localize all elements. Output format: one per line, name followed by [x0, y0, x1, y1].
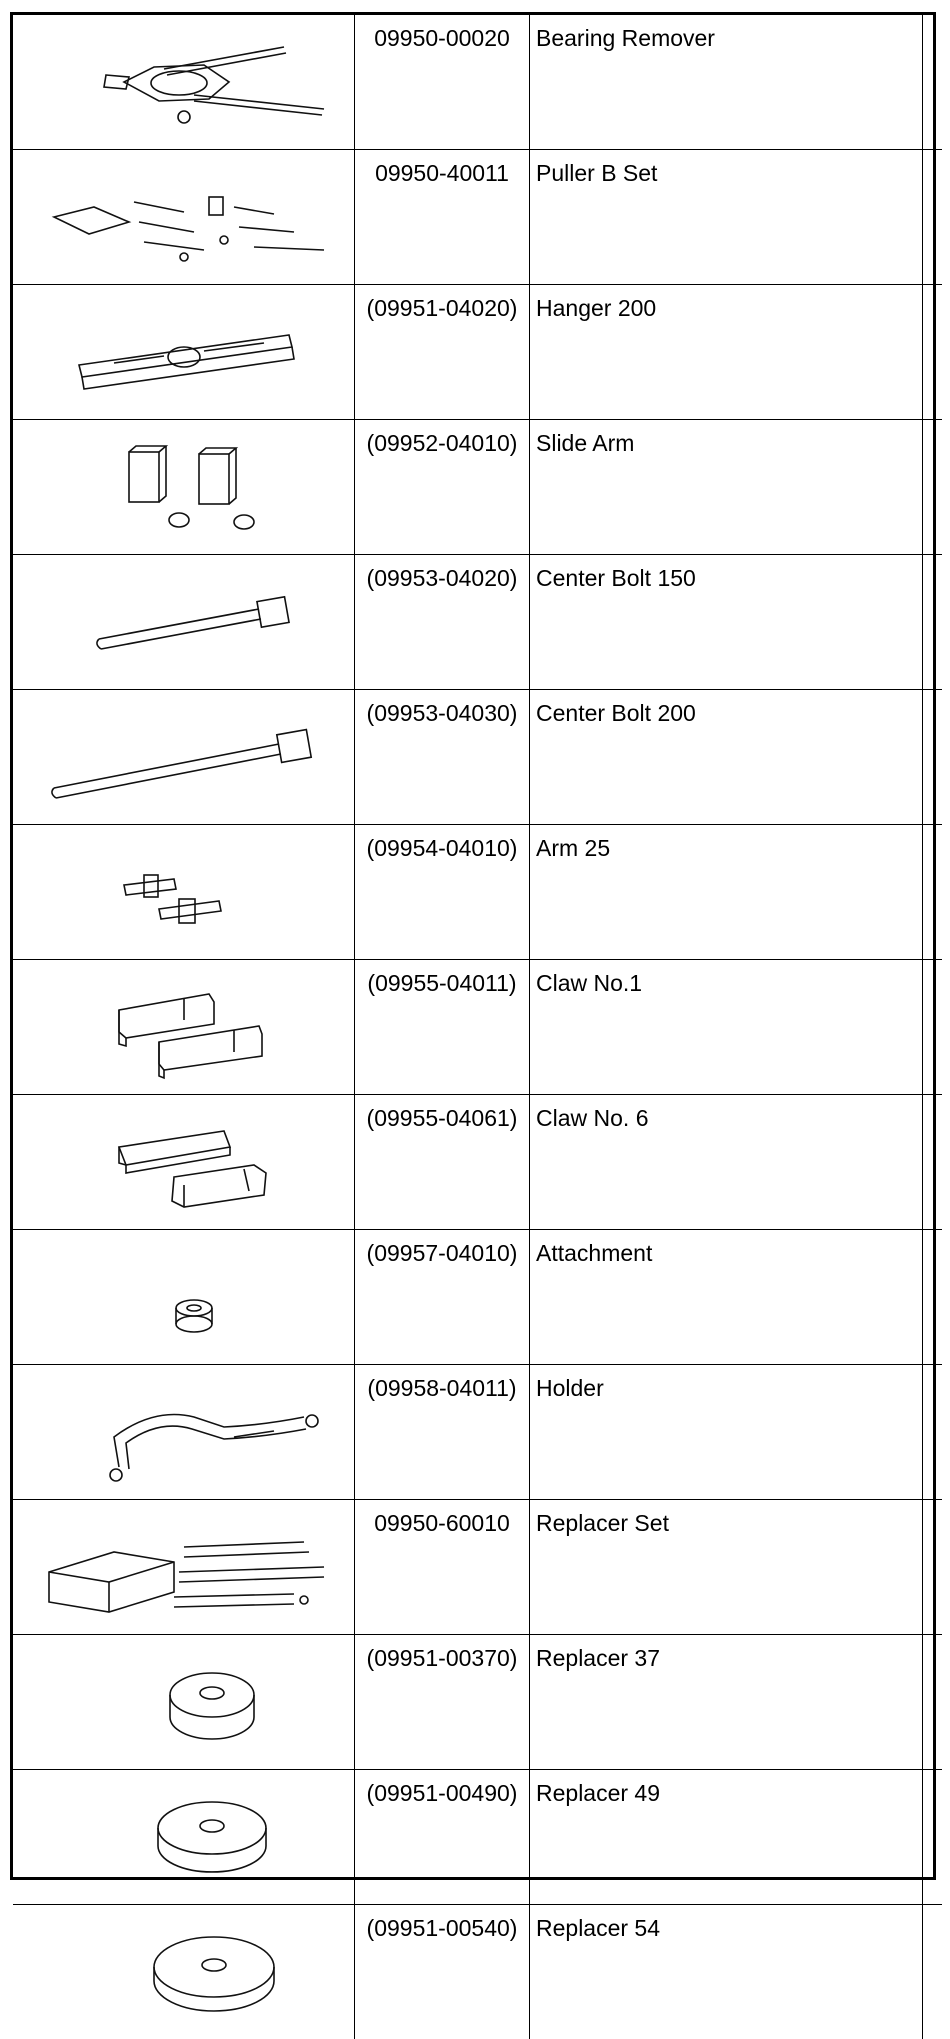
table-row	[13, 555, 942, 690]
table-row	[13, 420, 942, 555]
empty-cell	[923, 1770, 943, 1905]
part-number: 09950-00020	[355, 15, 530, 150]
claw-icon	[34, 972, 334, 1082]
tool-illustration-cell	[13, 555, 355, 690]
tool-name: Hanger 200	[530, 285, 923, 420]
tool-illustration-cell	[13, 420, 355, 555]
tool-name: Claw No. 6	[530, 1095, 923, 1230]
part-number: (09958-04011)	[355, 1365, 530, 1500]
table-row	[13, 1500, 942, 1635]
part-number: 09950-60010	[355, 1500, 530, 1635]
tool-name: Replacer Set	[530, 1500, 923, 1635]
tool-name: Replacer 49	[530, 1770, 923, 1905]
table-row	[13, 1365, 942, 1500]
empty-cell	[923, 420, 943, 555]
empty-cell	[923, 555, 943, 690]
empty-cell	[923, 15, 943, 150]
slide-arm-icon	[34, 432, 334, 542]
part-number: (09955-04061)	[355, 1095, 530, 1230]
replacer-disc-large-icon	[34, 1917, 334, 2027]
tool-illustration-cell	[13, 1770, 355, 1905]
tool-illustration-cell	[13, 1095, 355, 1230]
table-row	[13, 1095, 942, 1230]
replacer-set-icon	[34, 1512, 334, 1622]
part-number: (09951-00540)	[355, 1905, 530, 2039]
attachment-icon	[34, 1242, 334, 1352]
hanger-icon	[34, 297, 334, 407]
tool-illustration-cell	[13, 1365, 355, 1500]
part-number: (09953-04020)	[355, 555, 530, 690]
tool-name: Slide Arm	[530, 420, 923, 555]
table-row	[13, 960, 942, 1095]
tool-name: Claw No.1	[530, 960, 923, 1095]
empty-cell	[923, 1230, 943, 1365]
tool-illustration-cell	[13, 1905, 355, 2039]
special-tools-sheet	[10, 12, 936, 1880]
replacer-disc-medium-icon	[34, 1782, 334, 1892]
tool-illustration-cell	[13, 150, 355, 285]
tool-illustration-cell	[13, 825, 355, 960]
tool-illustration-cell	[13, 1635, 355, 1770]
empty-cell	[923, 285, 943, 420]
part-number: (09955-04011)	[355, 960, 530, 1095]
tool-name: Holder	[530, 1365, 923, 1500]
part-number: 09950-40011	[355, 150, 530, 285]
table-row	[13, 1635, 942, 1770]
empty-cell	[923, 1095, 943, 1230]
arm-icon	[34, 837, 334, 947]
empty-cell	[923, 1905, 943, 2039]
holder-icon	[34, 1377, 334, 1487]
part-number: (09952-04010)	[355, 420, 530, 555]
table-row	[13, 825, 942, 960]
claw-hook-icon	[34, 1107, 334, 1217]
tool-name: Bearing Remover	[530, 15, 923, 150]
part-number: (09951-00370)	[355, 1635, 530, 1770]
empty-cell	[923, 150, 943, 285]
part-number: (09951-00490)	[355, 1770, 530, 1905]
empty-cell	[923, 1365, 943, 1500]
tool-name: Replacer 37	[530, 1635, 923, 1770]
part-number: (09954-04010)	[355, 825, 530, 960]
part-number: (09957-04010)	[355, 1230, 530, 1365]
empty-cell	[923, 1500, 943, 1635]
empty-cell	[923, 825, 943, 960]
table-row	[13, 1905, 942, 2039]
tool-illustration-cell	[13, 15, 355, 150]
empty-cell	[923, 690, 943, 825]
part-number: (09953-04030)	[355, 690, 530, 825]
tool-name: Puller B Set	[530, 150, 923, 285]
table-row	[13, 150, 942, 285]
tool-name: Arm 25	[530, 825, 923, 960]
table-row	[13, 1230, 942, 1365]
tool-illustration-cell	[13, 690, 355, 825]
tool-name: Center Bolt 150	[530, 555, 923, 690]
tool-illustration-cell	[13, 285, 355, 420]
tools-table	[13, 15, 942, 2039]
table-row	[13, 690, 942, 825]
tool-name: Replacer 54	[530, 1905, 923, 2039]
table-row	[13, 15, 942, 150]
tool-name: Center Bolt 200	[530, 690, 923, 825]
puller-set-icon	[34, 162, 334, 272]
tool-illustration-cell	[13, 960, 355, 1095]
replacer-disc-small-icon	[34, 1647, 334, 1757]
part-number: (09951-04020)	[355, 285, 530, 420]
center-bolt-long-icon	[34, 702, 334, 812]
tool-illustration-cell	[13, 1230, 355, 1365]
tool-illustration-cell	[13, 1500, 355, 1635]
tool-name: Attachment	[530, 1230, 923, 1365]
center-bolt-icon	[34, 567, 334, 677]
table-row	[13, 1770, 942, 1905]
bearing-remover-icon	[34, 27, 334, 137]
empty-cell	[923, 1635, 943, 1770]
empty-cell	[923, 960, 943, 1095]
table-row	[13, 285, 942, 420]
